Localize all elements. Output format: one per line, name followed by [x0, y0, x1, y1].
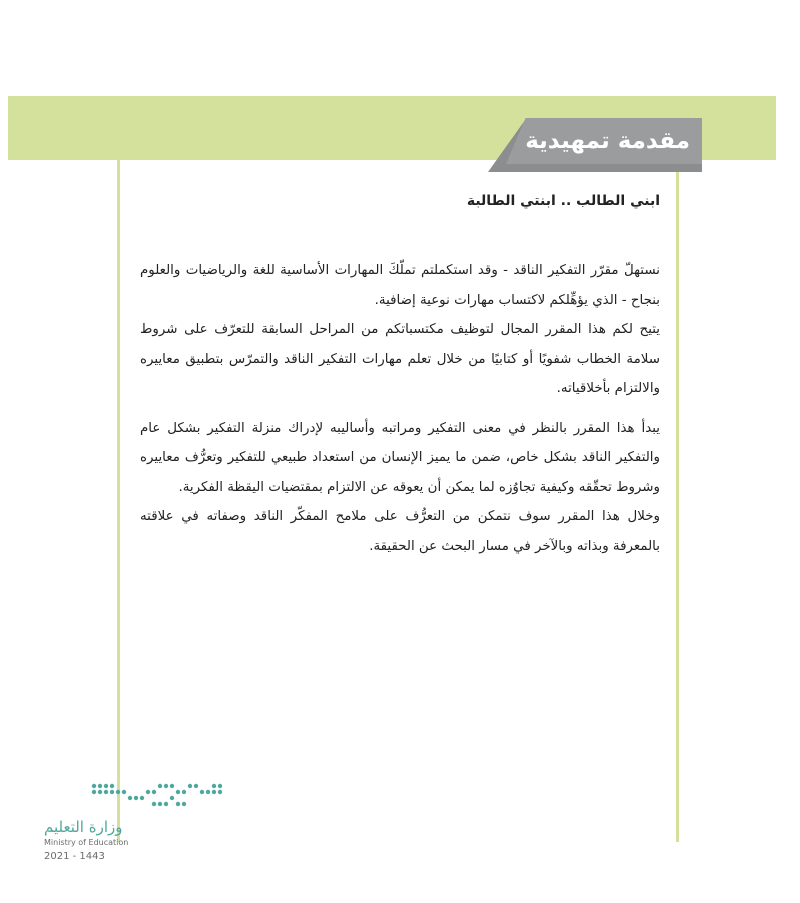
ministry-dots-icon: [88, 780, 228, 810]
page-title: مقدمة تمهيدية: [525, 128, 690, 154]
ministry-logo: [44, 780, 184, 880]
edition-year: 2021 - 1443: [44, 851, 105, 862]
greeting: ابني الطالب .. ابنتي الطالبة: [466, 193, 660, 209]
paragraph-2: يتيح لكم هذا المقرر المجال لتوظيف مكتسباتكم من المراحل السابقة للتعرّف على شروط سلامة الخطاب شفويًا أو كتابيًا من خلال تعلم مهارات التفكير الناقد والتمرّس بتطبيق معاييره والالتزام بأخلاقياته.: [140, 322, 660, 396]
paragraph-3: يبدأ هذا المقرر بالنظر في معنى التفكير ومراتبه وأساليبه لإدراك منزلة التفكير بشكل عام والتفكير الناقد بشكل خاص، ضمن ما يميز الإنسان من استعداد طبيعي للتفكير وتعرُّف معاييره وشروط تحقّقه وكيفية تجاوُزه لما يمكن أن يعوقه عن الالتزام بمقتضيات اليقظة الفكرية.: [140, 420, 660, 495]
ministry-name-en: Ministry of Education: [44, 838, 129, 847]
ministry-name-ar: وزارة التعليم: [44, 818, 123, 836]
intro-text: [140, 188, 660, 561]
paragraph-4: وخلال هذا المقرر سوف نتمكن من التعرُّف على ملامح المفكّر الناقد وصفاته في علاقته بالمعرفة وبذاته وبالآخر في مسار البحث عن الحقيقة.: [140, 509, 660, 554]
paragraph-1: نستهلّ مقرّر التفكير الناقد - وقد استكملتم تملّكَ المهارات الأساسية للغة والرياضيات والعلوم بنجاح - الذي يؤهِّلكم لاكتساب مهارات نوعية إضافية.: [140, 263, 660, 308]
